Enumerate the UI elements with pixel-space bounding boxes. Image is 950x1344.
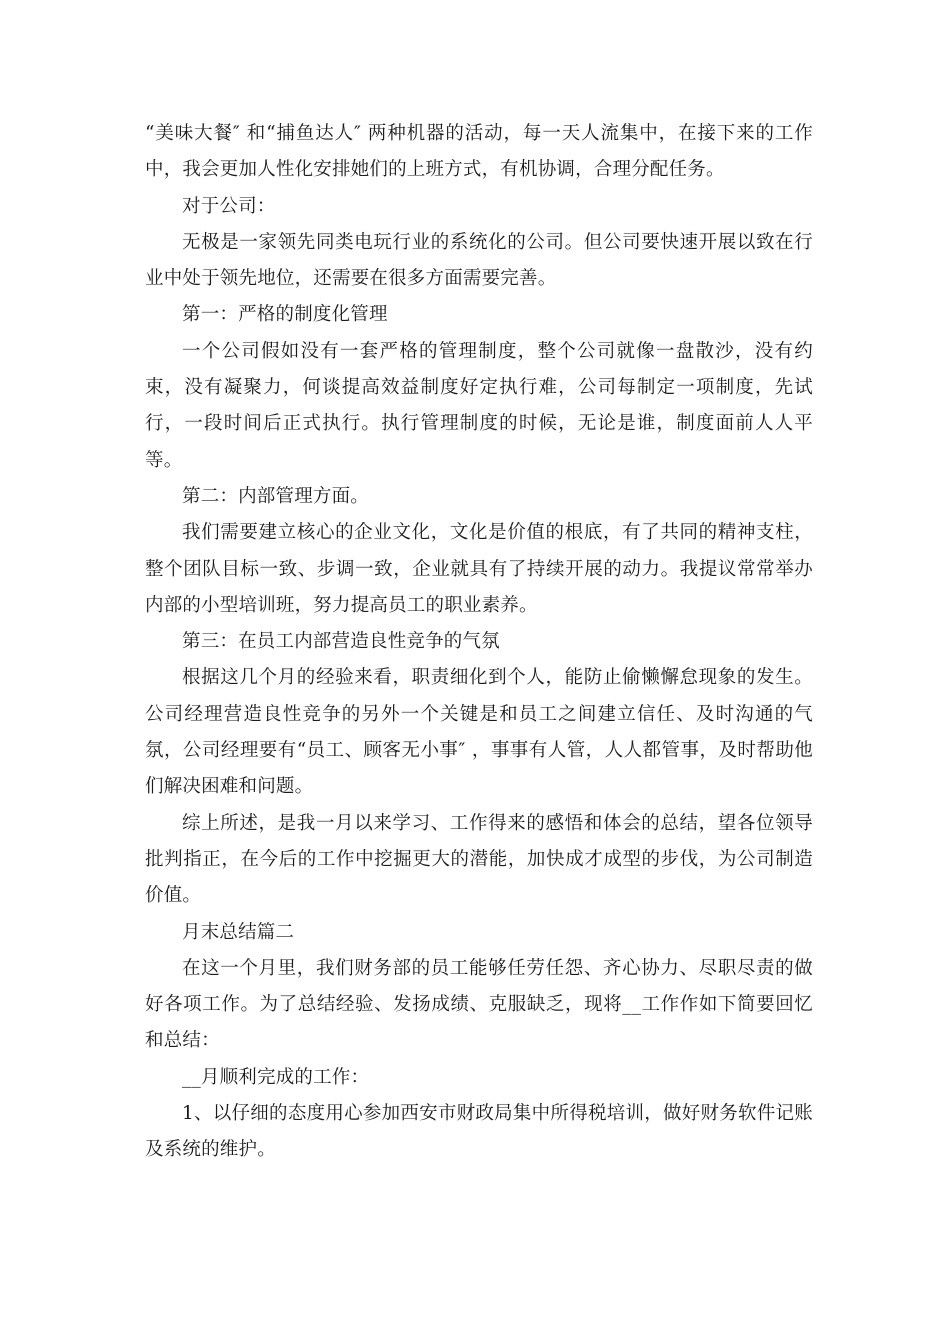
paragraph-heading-second: 第二：内部管理方面。	[182, 485, 370, 507]
document-body	[145, 116, 813, 1169]
paragraph-company-overview: 无极是一家领先同类电玩行业的系统化的公司。但公司要快速开展以致在行业中处于领先地位，还需要在很多方面需要完善。	[145, 231, 813, 290]
paragraph-competition: 根据这几个月的经验来看，职责细化到个人，能防止偷懒懈怠现象的发生。公司经理营造良性竞争的另外一个关键是和员工之间建立信任、及时沟通的气氛，公司经理要有“员工、顾客无小事″ ，事事有人管，人人都管事，及时帮助他们解决困难和问题。	[145, 667, 813, 798]
paragraph-list-item-1: 1、以仔细的态度用心参加西安市财政局集中所得税培训，做好财务软件记账及系统的维护。	[145, 1103, 813, 1161]
paragraph-section-title-two: 月末总结篇二	[182, 921, 295, 943]
paragraph-conclusion: 综上所述，是我一月以来学习、工作得来的感悟和体会的总结，望各位领导批判指正，在今后的工作中挖掘更大的潜能，加快成才成型的步伐，为公司制造价值。	[145, 812, 813, 907]
paragraph-completed-work-heading: __月顺利完成的工作：	[182, 1066, 370, 1088]
paragraph-corporate-culture: 我们需要建立核心的企业文化，文化是价值的根底，有了共同的精神支柱，整个团队目标一致、步调一致，企业就具有了持续开展的动力。我提议常常举办内部的小型培训班，努力提高员工的职业素养。	[145, 522, 813, 616]
paragraph-management-system: 一个公司假如没有一套严格的管理制度，整个公司就像一盘散沙，没有约束，没有凝聚力，何谈提高效益制度好定执行难，公司每制定一项制度，先试行，一段时间后正式执行。执行管理制度的时候，无论是谁，制度面前人人平等。	[145, 340, 813, 471]
paragraph-finance-intro: 在这一个月里，我们财务部的员工能够任劳任怨、齐心协力、尽职尽责的做好各项工作。为了总结经验、发扬成绩、克服缺乏，现将__工作作如下简要回忆和总结：	[145, 957, 813, 1052]
paragraph-heading-company: 对于公司：	[182, 195, 276, 217]
paragraph-intro-continuation: “美味大餐″ 和“捕鱼达人″ 两种机器的活动，每一天人流集中，在接下来的工作中，我会更加人性化安排她们的上班方式，有机协调，合理分配任务。	[145, 123, 813, 181]
paragraph-heading-first: 第一：严格的制度化管理	[182, 304, 388, 326]
paragraph-heading-third: 第三：在员工内部营造良性竞争的气氛	[182, 631, 500, 653]
